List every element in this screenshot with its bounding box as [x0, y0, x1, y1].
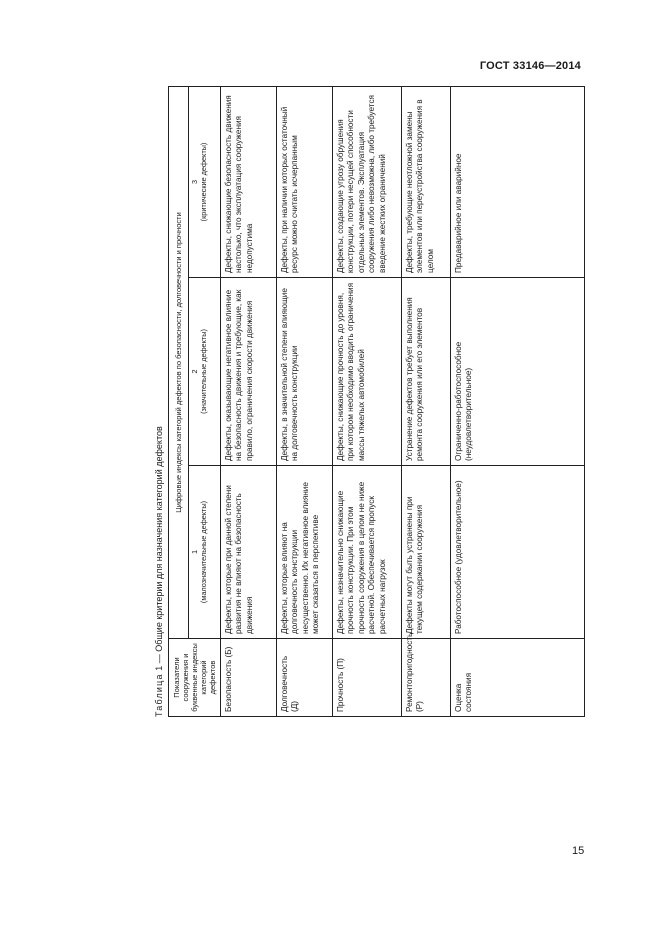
- cell-critical: Предаварийное или аварийное: [451, 87, 585, 278]
- column-header-1: [188, 466, 221, 639]
- table-row: [451, 87, 585, 717]
- cell-minor: Работоспособное (удовлетворительное): [451, 466, 585, 639]
- column-header-2: [188, 278, 221, 466]
- cell-minor: Дефекты, которые при данной степени развития не влияют на безопасность движения: [221, 466, 277, 639]
- row-indicator: Прочность (П): [333, 639, 402, 717]
- cell-significant: Дефекты, оказывающие негативное влияние на безопасность движения и требующие, как правило, ограничения скорости движения: [221, 278, 277, 466]
- caption-number: 1: [154, 665, 164, 671]
- standard-code: ГОСТ 33146—2014: [479, 60, 581, 72]
- caption-text: — Общие критерии для назначения категорий дефектов: [154, 426, 164, 664]
- cell-significant: Дефекты, в значительной степени влияющие на долговечность конструкции: [277, 278, 333, 466]
- defect-criteria-table: [168, 86, 585, 717]
- row-indicator: Безопасность (Б): [221, 639, 277, 717]
- rotated-table-block: [150, 87, 585, 717]
- column-label: (значительные дефекты): [198, 329, 208, 414]
- cell-significant: Ограниченно-работоспособное (неудовлетворительное): [451, 278, 585, 466]
- cell-minor: Дефекты, которые влияют на долговечность конструкции несущественно. Их негативное влияние может сказаться в перспективе: [277, 466, 333, 639]
- table-row: [333, 87, 402, 717]
- caption-label: Таблица: [154, 673, 164, 717]
- column-label: (малозначительные дефекты): [198, 500, 208, 604]
- column-number: 1: [189, 549, 199, 555]
- cell-minor: Дефекты, незначительно снижающие прочность конструкции. При этом прочность сооружения в целом не ниже расчетной. Обеспечивается пропуск расчетных нагрузок: [333, 466, 402, 639]
- table-caption: [150, 426, 168, 717]
- table-row: [402, 87, 451, 717]
- column-number: 2: [189, 369, 199, 374]
- row-indicator: Долговечность (Д): [277, 639, 333, 717]
- column-label: (критические дефекты): [198, 142, 208, 222]
- cell-critical: Дефекты, снижающие безопасность движения настолько, что эксплуатация сооружения недопустима: [221, 87, 277, 278]
- cell-critical: Дефекты, требующие неотложной замены элементов или переустройства сооружения в целом: [402, 87, 451, 278]
- table-row: [221, 87, 277, 717]
- table-row: [277, 87, 333, 717]
- row-indicator: Ремонтопригодность (Р): [402, 639, 451, 717]
- cell-significant: Устранение дефектов требует выполнения ремонта сооружения или его элементов: [402, 278, 451, 466]
- row-indicator: Оценка состояния: [451, 639, 585, 717]
- page-number: 15: [572, 845, 585, 857]
- indicator-column-header: Показатели сооружения и буквенные индексы категорий дефектов: [169, 639, 221, 717]
- category-group-header: Цифровые индексы категорий дефектов по безопасности, долговечности и прочности: [169, 87, 189, 639]
- column-number: 3: [189, 179, 199, 185]
- column-header-3: [188, 87, 221, 278]
- cell-critical: Дефекты, при наличии которых остаточный ресурс можно считать исчерпанным: [277, 87, 333, 278]
- cell-significant: Дефекты, снижающие прочность до уровня, при котором необходимо вводить ограничения массы тяжелых автомобилей: [333, 278, 402, 466]
- cell-minor: Дефекты могут быть устранены при текущем содержании сооружения: [402, 466, 451, 639]
- cell-critical: Дефекты, создающие угрозу обрушения конструкции, потери несущей способности отдельных элементов. Эксплуатация сооружения либо невозможна, либо требуется введение жестких ограничений: [333, 87, 402, 278]
